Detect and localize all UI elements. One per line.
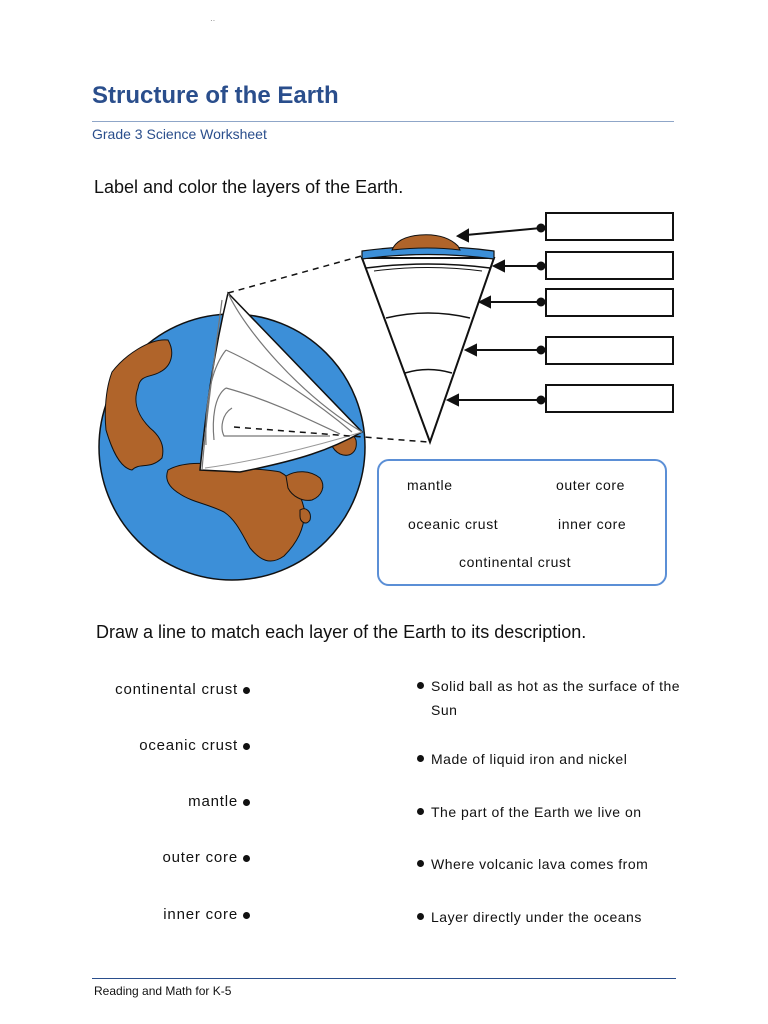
match-dot-right-2[interactable] — [417, 755, 424, 762]
label-box-4[interactable] — [545, 336, 674, 365]
match-dot-right-1[interactable] — [417, 682, 424, 689]
label-box-2[interactable] — [545, 251, 674, 280]
madagascar-landmass — [300, 509, 310, 523]
scan-mark: ·· — [210, 16, 216, 25]
word-bank-continental-crust: continental crust — [459, 554, 572, 570]
match-term-mantle: mantle — [188, 793, 238, 810]
match-dot-right-5[interactable] — [417, 913, 424, 920]
word-bank-outer-core: outer core — [556, 477, 626, 493]
label-box-1[interactable] — [545, 212, 674, 241]
cone-continent-layer — [392, 235, 460, 250]
match-dot-left-1[interactable] — [243, 687, 250, 694]
instruction-match-layers: Draw a line to match each layer of the Earth to its description. — [96, 622, 587, 642]
match-description-4: Where volcanic lava comes from — [431, 856, 649, 872]
match-dot-left-3[interactable] — [243, 799, 250, 806]
label-box-5[interactable] — [545, 384, 674, 413]
match-description-3: The part of the Earth we live on — [431, 804, 642, 820]
instruction-label-layers: Label and color the layers of the Earth. — [94, 177, 404, 197]
match-dot-right-4[interactable] — [417, 860, 424, 867]
match-term-continental-crust: continental crust — [115, 681, 238, 698]
match-dot-left-2[interactable] — [243, 743, 250, 750]
match-term-oceanic-crust: oceanic crust — [139, 737, 238, 754]
match-dot-left-5[interactable] — [243, 912, 250, 919]
match-description-1: Solid ball as hot as the surface of the Sun — [431, 678, 681, 718]
match-description-2: Made of liquid iron and nickel — [431, 751, 628, 767]
word-bank-inner-core: inner core — [558, 516, 627, 532]
label-box-3[interactable] — [545, 288, 674, 317]
footer-text: Reading and Math for K-5 — [94, 984, 232, 998]
connector-dash-top — [228, 255, 365, 293]
match-term-inner-core: inner core — [163, 906, 238, 923]
globe-illustration — [99, 293, 365, 580]
word-bank-oceanic-crust: oceanic crust — [408, 516, 499, 532]
footer-divider — [92, 978, 676, 979]
word-bank — [377, 459, 667, 586]
match-dot-right-3[interactable] — [417, 808, 424, 815]
page-title: Structure of the Earth — [92, 82, 339, 109]
word-bank-mantle: mantle — [407, 477, 453, 493]
page-subtitle: Grade 3 Science Worksheet — [92, 126, 267, 142]
match-term-outer-core: outer core — [162, 849, 238, 866]
layer-cone — [362, 235, 494, 442]
match-description-5: Layer directly under the oceans — [431, 909, 642, 925]
match-dot-left-4[interactable] — [243, 855, 250, 862]
